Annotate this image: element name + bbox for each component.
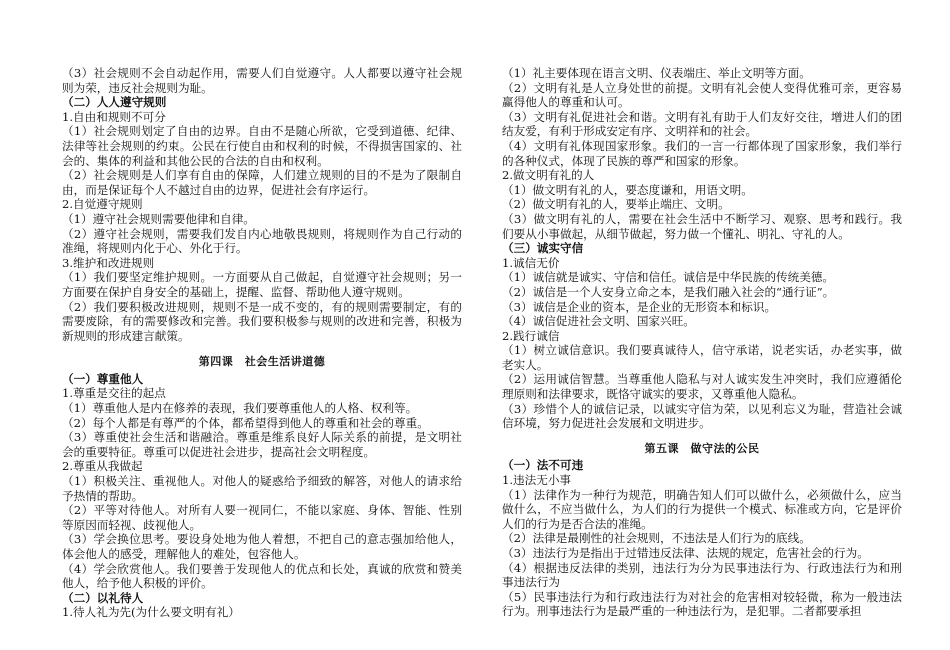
paragraph: （1）做文明有礼的人，要态度谦和，用语文明。	[502, 182, 753, 197]
paragraph: （2）文明有礼是人立身处世的前提。文明有礼会使人变得优雅可亲，更容易赢得他人的尊重和认可。	[502, 80, 902, 110]
paragraph: （2）做文明有礼的人，要举止端庄、文明。	[502, 197, 730, 212]
paragraph: （3）珍惜个人的诚信记录，以诚实守信为荣，以见利忘义为耻，营造社会诚信环境，努力促进社会发展和文明进步。	[502, 401, 902, 431]
paragraph: （4）文明有礼体现国家形象。我们的一言一行都体现了国家形象，我们举行的各种仪式，体现了民族的尊严和国家的形象。	[502, 138, 902, 168]
paragraph: （2）社会规则是人们享有自由的保障，人们建立规则的目的不是为了限制自由，而是保证每个人不越过自由的边界，促进社会有序运行。	[62, 168, 462, 197]
subheading: 2.做文明有礼的人	[502, 168, 595, 183]
paragraph: （1）我们要坚定维护规则。一方面要从自己做起，自觉遵守社会规则；另一方面要在保护自身安全的基础上，提醒、监督、帮助他人遵守规则。	[62, 270, 462, 299]
left-column	[62, 66, 462, 620]
paragraph: （5）民事违法行为和行政违法行为对社会的危害相对较轻微，称为一般违法行为。刑事违法行为是最严重的一种违法行为，是犯罪。二者都要承担	[502, 589, 902, 619]
subheading: 1.尊重是交往的起点	[62, 386, 166, 401]
paragraph: （2）我们要积极改进规则，规则不是一成不变的，有的规则需要制定，有的需要废除，有的需要修改和完善。我们要积极参与规则的改进和完善，积极为新规则的形成建言献策。	[62, 299, 462, 343]
subheading: 3.维护和改进规则	[62, 255, 155, 270]
subheading: 1.违法无小事	[502, 473, 572, 488]
paragraph: （4）根据违反法律的类别，违法行为分为民事违法行为、行政违法行为和刑事违法行为	[502, 560, 902, 590]
right-column	[502, 66, 902, 619]
paragraph: （1）积极关注、重视他人。对他人的疑惑给予细致的解答，对他人的请求给予热情的帮助。	[62, 474, 462, 503]
lesson-title: 第五课 做守法的公民	[644, 441, 760, 455]
section-heading: （二）人人遵守规则	[62, 95, 167, 110]
paragraph: （3）文明有礼促进社会和谐。文明有礼有助于人们友好交往，增进人们的团结友爱，有利于形成安定有序、文明祥和的社会。	[502, 109, 902, 139]
paragraph: （1）社会规则划定了自由的边界。自由不是随心所欲，它受到道德、纪律、法律等社会规则的约束。公民在行使自由和权利的时候，不得损害国家的、社会的、集体的利益和其他公民的合法的自由和权利。	[62, 124, 462, 168]
section-heading: （三）诚实守信	[502, 241, 584, 256]
subheading: 1.诚信无价	[502, 255, 560, 270]
subheading: 2.自觉遵守规则	[62, 197, 143, 212]
section-heading: （二）以礼待人	[62, 590, 144, 605]
paragraph: （4）学会欣赏他人。我们要善于发现他人的优点和长处，真诚的欣赏和赞美他人，给予他人积极的评价。	[62, 561, 462, 591]
paragraph: （3）做文明有礼的人，需要在社会生活中不断学习、观察、思考和践行。我们要从小事做起，从细节做起，努力做一个懂礼、明礼、守礼的人。	[502, 211, 902, 241]
paragraph: （2）运用诚信智慧。当尊重他人隐私与对人诚实发生冲突时，我们应遵循伦理原则和法律要求，既恪守诚实的要求，又尊重他人隐私。	[502, 372, 902, 402]
paragraph: （2）诚信是一个人安身立命之本，是我们融入社会的“通行证”。	[502, 284, 835, 299]
paragraph: （3）违法行为是指出于过错违反法律、法规的规定，危害社会的行为。	[502, 546, 869, 560]
section-heading: （一）尊重他人	[62, 371, 144, 386]
paragraph: （1）遵守社会规则需要他律和自律。	[62, 211, 255, 226]
paragraph: （1）尊重他人是内在修养的表现，我们要尊重他人的人格、权利等。	[62, 401, 418, 416]
paragraph: （1）礼主要体现在语言文明、仪表端庄、举止文明等方面。	[502, 66, 811, 80]
paragraph: （3）尊重使社会生活和谐融洽。尊重是维系良好人际关系的前提，是文明社会的重要特征。尊重可以促进社会进步，提高社会文明程度。	[62, 430, 462, 459]
subheading: 1.自由和规则不可分	[62, 109, 166, 124]
section-heading: （一）法不可违	[502, 458, 584, 473]
paragraph: （2）法律是最刚性的社会规则，不违法是人们行为的底线。	[502, 531, 811, 546]
paragraph: （4）诚信促进社会文明、国家兴旺。	[502, 314, 695, 329]
paragraph: （1）法律作为一种行为规范，明确告知人们可以做什么，必须做什么，应当做什么，不应当做什么，为人们的行为提供一个模式、标准或方向，它是评价人们的行为是否合法的准绳。	[502, 487, 902, 531]
subheading: 1.待人礼为先(为什么要文明有礼）	[62, 605, 240, 620]
subheading: 2.尊重从我做起	[62, 459, 143, 474]
paragraph: （2）每个人都是有尊严的个体，都希望得到他人的尊重和社会的尊重。	[62, 415, 429, 430]
lesson-title: 第四课 社会生活讲道德	[198, 355, 326, 369]
paragraph: （3）学会换位思考。要设身处地为他人着想，不把自己的意志强加给他人，体会他人的感受，理解他人的难处，包容他人。	[62, 532, 462, 561]
paragraph: （1）诚信就是诚实、守信和信任。诚信是中华民族的传统美德。	[502, 270, 835, 285]
paragraph: （3）社会规则不会自动起作用，需要人们自觉遵守。人人都要以遵守社会规则为荣，违反社会规则为耻。	[62, 66, 462, 95]
subheading: 2.践行诚信	[502, 328, 560, 343]
paragraph: （2）平等对待他人。对所有人要一视同仁，不能以家庭、身体、智能、性别等原因而轻视、歧视他人。	[62, 503, 462, 532]
paragraph: （1）树立诚信意识。我们要真诚待人，信守承诺，说老实话，办老实事，做老实人。	[502, 343, 902, 372]
paragraph: （2）遵守社会规则，需要我们发自内心地敬畏规则，将规则作为自己行动的准绳，将规则内化于心、外化于行。	[62, 226, 462, 256]
paragraph: （3）诚信是企业的资本，是企业的无形资本和标识。	[502, 299, 777, 314]
